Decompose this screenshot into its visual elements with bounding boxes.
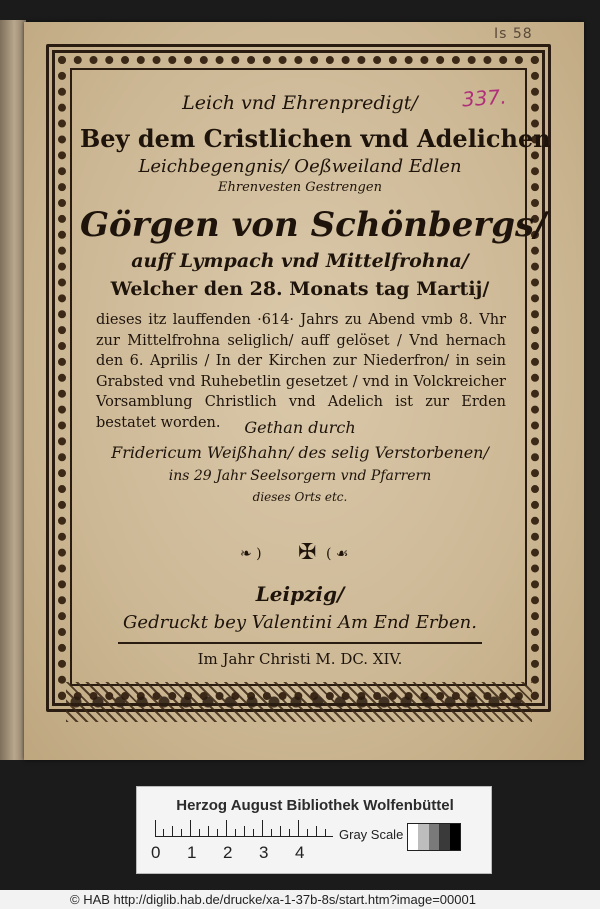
title-line-3: Leichbegengnis/ Oeßweiland Edlen bbox=[138, 156, 462, 177]
previous-page-edge bbox=[0, 20, 26, 760]
handwritten-number: 337. bbox=[461, 84, 508, 112]
title-line-1: Leich vnd Ehrenpredigt/ bbox=[182, 92, 418, 114]
library-name: Herzog August Bibliothek Wolfenbüttel bbox=[176, 797, 454, 814]
body-text: dieses itz lauffenden ·614· Jahrs zu Abend vmb 8. Vhr zur Mittelfrohna seliglich/ auff gelöset / Vnd hernach den 6. Aprilis / In der Kirchen zur Niederfron/ in sein Grabsted vnd Ruhebetlin gesetzet / vnd in Volckreicher Vorsamblung Christlich vnd Adelich ist zur Erden bestatet worden. bbox=[96, 312, 506, 431]
ruler-number: 1 bbox=[187, 843, 197, 862]
title-line-7: Welcher den 28. Monats tag Martij/ bbox=[110, 278, 490, 300]
shelfmark-note: Is 58 bbox=[494, 26, 533, 42]
author-line-3: dieses Orts etc. bbox=[252, 490, 348, 504]
cross-ornament: ✠ bbox=[298, 540, 317, 565]
vignette-right-ornament: ( ☙ bbox=[326, 546, 349, 562]
year-line: Im Jahr Christi M. DC. XIV. bbox=[197, 650, 403, 668]
ornamental-band bbox=[66, 682, 532, 722]
gethan-line: Gethan durch bbox=[244, 418, 356, 437]
scale-ruler bbox=[155, 821, 333, 837]
gray-scale-label: Gray Scale bbox=[339, 827, 404, 842]
printer-city: Leipzig/ bbox=[255, 582, 345, 606]
author-line-1: Fridericum Weißhahn/ des selig Verstorbenen/ bbox=[111, 443, 489, 462]
title-line-2: Bey dem Cristlichen vnd Adelichen bbox=[80, 124, 551, 153]
ruler-number: 3 bbox=[259, 843, 269, 862]
gray-step bbox=[429, 824, 439, 850]
vignette-left-ornament: ❧ ) bbox=[240, 546, 262, 562]
printer-line: Gedruckt bey Valentini Am End Erben. bbox=[123, 612, 477, 633]
title-line-4: Ehrenvesten Gestrengen bbox=[218, 180, 382, 195]
copyright-footer bbox=[0, 890, 600, 909]
library-label-card bbox=[136, 786, 492, 874]
gray-step bbox=[450, 824, 460, 850]
ruler-number: 2 bbox=[223, 843, 233, 862]
author-line-2: ins 29 Jahr Seelsorgern vnd Pfarrern bbox=[168, 468, 432, 484]
title-line-6: auff Lympach vnd Mittelfrohna/ bbox=[131, 250, 469, 272]
ruler-number: 4 bbox=[295, 843, 305, 862]
title-line-5: Görgen von Schönbergs/ bbox=[80, 205, 547, 245]
gray-scale-bar bbox=[407, 823, 461, 851]
divider-rule bbox=[118, 642, 482, 644]
ruler-number: 0 bbox=[151, 843, 161, 862]
gray-step bbox=[418, 824, 428, 850]
gray-step bbox=[408, 824, 418, 850]
gray-step bbox=[439, 824, 449, 850]
copyright-link[interactable]: © HAB http://diglib.hab.de/drucke/xa-1-37b-8s/start.htm?image=00001 bbox=[70, 892, 476, 907]
